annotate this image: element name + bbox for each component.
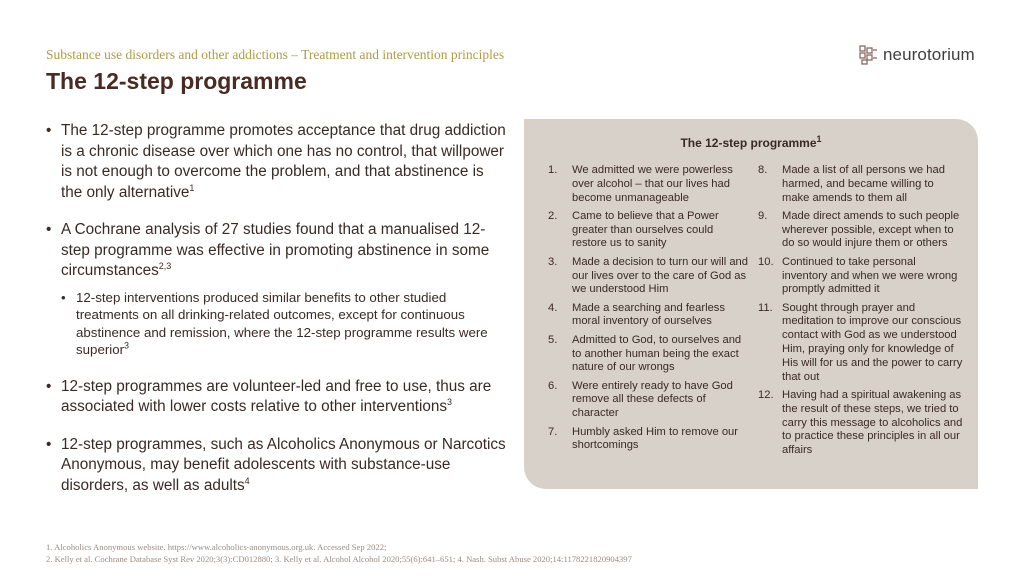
steps-column-right: [758, 164, 963, 462]
reference-marker: 1: [189, 182, 195, 193]
bullet-list: [46, 121, 506, 513]
logo: [858, 44, 975, 66]
sub-bullet-item: • 12-step interventions produced similar benefits to other studied treatments on all drinking-related outcomes, except for continuous abstinence and remission, where the 12-step programme results were superior$^3$: [61, 289, 506, 359]
reference-marker: 3: [447, 396, 453, 407]
bullet-item: • 12-step programmes are volunteer-led and free to use, thus are associated with lower costs relative to other interventions$^3$: [46, 377, 506, 418]
steps-panel: [524, 119, 978, 489]
step-item: 10. Continued to take personal inventory and when we were wrong promptly admitted it: [758, 255, 958, 296]
step-item: 1. We admitted we were powerless over alcohol – that our lives had become unmanageable: [548, 164, 733, 204]
step-item: 2. Came to believe that a Power greater than ourselves could restore us to sanity: [548, 209, 719, 250]
step-item: 11. Sought through prayer and meditation to improve our conscious contact with God as we understood Him, praying only for knowledge of His will for us and the power to carry that out: [758, 301, 963, 383]
steps-column-left: [548, 164, 748, 458]
reference-marker: 4: [244, 475, 250, 486]
panel-title: The 12-step programme$^1$: [680, 134, 822, 150]
neuron-grid-icon: [858, 44, 878, 66]
step-item: 7. Humbly asked Him to remove our shortcomings: [548, 425, 739, 452]
reference-marker: 1: [816, 134, 822, 144]
step-item: 3. Made a decision to turn our will and our lives over to the care of God as we understood Him: [548, 255, 748, 296]
step-item: 9. Made direct amends to such people wherever possible, except when to do so would injure them or others: [758, 209, 960, 250]
step-item: 5. Admitted to God, to ourselves and to another human being the exact nature of our wrongs: [548, 333, 742, 374]
bullet-item: • A Cochrane analysis of 27 studies found that a manualised 12-step programme was effective in promoting abstinence in some circumstances$^{2,3}$: [46, 220, 506, 282]
footnote-line: 2. Kelly et al. Cochrane Database Syst Rev 2020;3(3):CD012880; 3. Kelly et al. Alcohol Alcohol 2020;55(6):641–651; 4. Nash. Subst Abuse 2020;14:1178221820904397: [46, 553, 632, 564]
logo-text: neurotorium: [883, 45, 975, 64]
step-item: 4. Made a searching and fearless moral inventory of ourselves: [548, 301, 725, 328]
footnotes: [46, 542, 632, 565]
bullet-item: • The 12-step programme promotes acceptance that drug addiction is a chronic disease over which one has no control, that willpower is not enough to overcome the problem, and that abstinence is the only alternative$^1$: [46, 121, 506, 203]
slide-subtitle: Substance use disorders and other addictions – Treatment and intervention principles: [46, 47, 505, 62]
step-item: 8. Made a list of all persons we had harmed, and became willing to make amends to them all: [758, 164, 945, 204]
reference-marker: 2,3: [158, 260, 172, 271]
step-item: 12. Having had a spiritual awakening as the result of these steps, we tried to carry this message to alcoholics and to practice these principles in all our affairs: [758, 388, 963, 457]
reference-marker: 3: [124, 340, 130, 351]
step-item: 6. Were entirely ready to have God remove all these defects of character: [548, 379, 733, 420]
slide-title: The 12-step programme: [46, 68, 307, 94]
footnote-line: 1. Alcoholics Anonymous website. https://www.alcoholics-anonymous.org.uk. Accessed Sep 2022;: [46, 542, 387, 552]
bullet-item: • 12-step programmes, such as Alcoholics Anonymous or Narcotics Anonymous, may benefit adolescents with substance-use disorders, as well as adults$^4$: [46, 435, 506, 497]
